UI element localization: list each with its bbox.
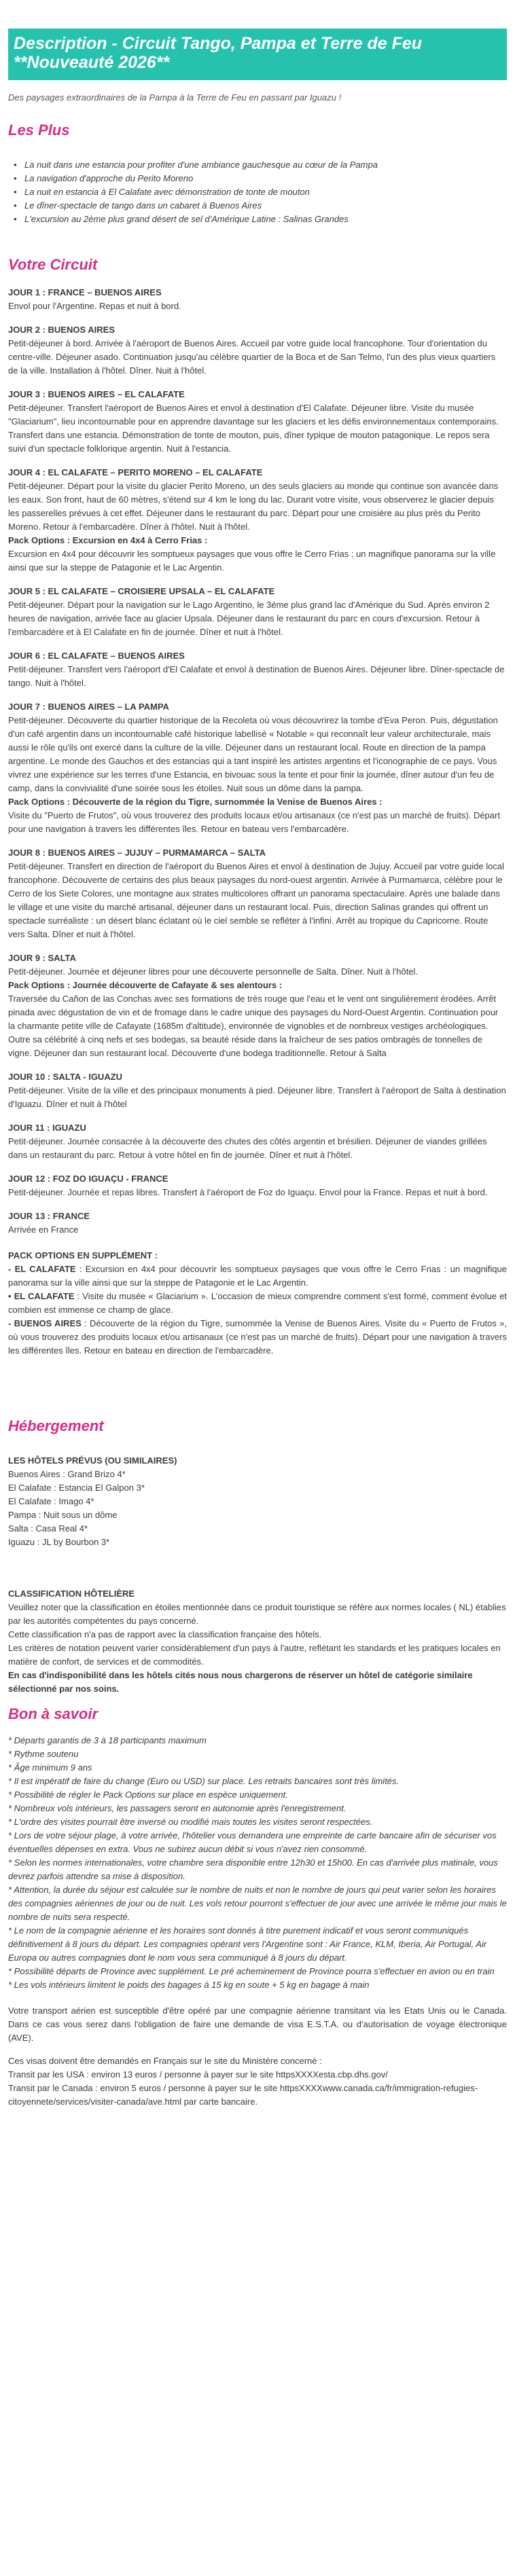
hebergement-heading: Hébergement bbox=[8, 1417, 104, 1434]
day-7 bbox=[8, 700, 507, 836]
savoir-item: * Rythme soutenu bbox=[8, 1749, 79, 1759]
pack-supplement-label: • EL CALAFATE bbox=[8, 1291, 75, 1301]
savoir-item: * Départs garantis de 3 à 18 participants maximum bbox=[8, 1735, 207, 1745]
classification-block bbox=[8, 1587, 507, 1696]
classification-line: Cette classification n'a pas de rapport avec la classification française des hôtels. bbox=[8, 1629, 322, 1639]
day-text: Envol pour l'Argentine. Repas et nuit à bord. bbox=[8, 301, 181, 311]
day-12 bbox=[8, 1172, 507, 1199]
pack-options-text: Traversée du Cañon de las Conchas avec ses formations de très rouge que l'eau et le vent ont singulièrement érodées. Arrêt pinada avec dégustation de vin et de fromage dans le cadre unique des paysages du Nord-Ouest Argentin. Continuation pour la charmante petite ville de Cafayate (1685m d'altitude), environnée de vignobles et de nombreux vestiges archéologiques. Outre sa célébrité à cinq nefs et ses bodegas, sa beauté réside dans la fraîcheur de ses patios ombragés de tonnelles de vigne. Déjeuner dan sun restaurant local. Découverte d'une bodega traditionnelle. Retour à Salta bbox=[8, 994, 499, 1058]
day-title: JOUR 12 : FOZ DO IGUAÇU - FRANCE bbox=[8, 1174, 168, 1184]
pack-supplement-label: - BUENOS AIRES bbox=[8, 1318, 82, 1328]
day-6 bbox=[8, 649, 507, 690]
pack-supplement-label: - EL CALAFATE bbox=[8, 1264, 76, 1274]
plus-item: • La nuit dans une estancia pour profiter d'une ambiance gauchesque au cœur de la Pampa bbox=[24, 158, 507, 172]
savoir-item: * L'ordre des visites pourrait être inversé ou modifié mais toutes les visites seront respectées. bbox=[8, 1817, 373, 1827]
plus-item: • La nuit en estancia à El Calafate avec démonstration de tonte de mouton bbox=[24, 185, 507, 199]
circuit-heading: Votre Circuit bbox=[8, 256, 98, 273]
hotel-item: Pampa : Nuit sous un dôme bbox=[8, 1510, 118, 1520]
plus-list bbox=[8, 158, 507, 226]
day-11 bbox=[8, 1121, 507, 1162]
visa-line: Transit par les USA : environ 13 euros / personne à payer sur le site httpsXXXXesta.cbp.dhs.gov/ bbox=[8, 2069, 388, 2080]
savoir-item: * Il est impératif de faire du change (Euro ou USD) sur place. Les retraits bancaires sont très limités. bbox=[8, 1776, 399, 1786]
day-title: JOUR 5 : EL CALAFATE – CROISIERE UPSALA – EL CALAFATE bbox=[8, 586, 275, 596]
day-title: JOUR 8 : BUENOS AIRES – JUJUY – PURMAMARCA – SALTA bbox=[8, 848, 266, 858]
savoir-item: * Attention, la durée du séjour est calculée sur le nombre de nuits et non le nombre de jours qui peut varier selon les horaires des compagnies aériennes de jour ou de nuit. Les vols retour pourront s'effectuer de jour avec une arrivée le même jour mais le nombre de nuits sera respecté. bbox=[8, 1885, 507, 1922]
day-text: Petit-déjeuner. Transfert l'aéroport de Buenos Aires et envol à destination d'El Calafate. Déjeuner libre. Visite du musée "Glaciarium", lieu incontournable pour en apprendre davantage sur les glaciers et les défis environnementaux contemporains. Transfert dans une estancia. Démonstration de tonte de mouton, puis, dîner typique de mouton patagonique. Le repos sera suivi d'un spectacle folklorique argentin. Nuit à l'estancia. bbox=[8, 403, 499, 454]
page-title: Description - Circuit Tango, Pampa et Terre de Feu **Nouveauté 2026** bbox=[14, 34, 423, 72]
pack-supplement-text: : Découverte de la région du Tigre, surnommée la Venise de Buenos Aires. Visite du « Puerto de Frutos », où vous trouverez des produits locaux et/ou artisanaux (ce n'est pas un marché de fruits). Départ pour une navigation à travers les différentes îles. Retour en bateau en direction de l'embarcadère. bbox=[8, 1318, 508, 1356]
pack-options-text: Visite du "Puerto de Frutos", où vous trouverez des produits locaux et/ou artisanaux (ce n'est pas un marché de fruits). Départ pour une navigation à travers les différentes îles. Retour en bateau vers l'embarcadère. bbox=[8, 810, 500, 834]
classification-title: CLASSIFICATION HÔTELIÈRE bbox=[8, 1589, 135, 1599]
pack-supplement-title: PACK OPTIONS EN SUPPLÉMENT : bbox=[8, 1250, 158, 1260]
bon-a-savoir-list bbox=[8, 1734, 507, 1992]
hotels-block bbox=[8, 1454, 507, 1549]
hotel-item: El Calafate : Imago 4* bbox=[8, 1496, 94, 1506]
day-text: Petit-déjeuner. Transfert en direction de l'aéroport du Buenos Aires et envol à destination de Jujuy. Accueil par votre guide local francophone. Découverte de certains des plus beaux paysages du nord-ouest argentin. Arrivée à Purmamarca, célèbre pour le Cerro de los Siete Colores, une montagne aux strates multicolores offrant un panorama spectaculaire. Après une balade dans le village et une visite du marché artisanal, déjeuner dans un restaurant local. Puis, direction Salinas grandes qui offrent un spectacle surréaliste : un désert blanc éclatant où le ciel semble se refléter à l'infini. Arrêt au tropique du Capricorne. Route vers Salta. Dîner et nuit à l'hôtel. bbox=[8, 861, 504, 939]
hotel-item: Buenos Aires : Grand Brizo 4* bbox=[8, 1469, 126, 1479]
pack-supplement-item bbox=[8, 1263, 507, 1290]
pack-supplement-text: : Visite du musée « Glaciarium ». L'occasion de mieux comprendre comment s'est formé, comment évolue et combien est immense ce champ de glace. bbox=[8, 1291, 507, 1315]
day-3 bbox=[8, 388, 507, 456]
day-13 bbox=[8, 1210, 507, 1237]
pack-options-title: Pack Options : Excursion en 4x4 à Cerro Frias : bbox=[8, 535, 208, 545]
bon-a-savoir-heading: Bon à savoir bbox=[8, 1705, 99, 1722]
day-text: Petit-déjeuner. Découverte du quartier historique de la Recoleta où vous découvrirez la tombe d'Eva Peron. Puis, dégustation d'un café argentin dans un incontournable café historique labellisé « Notable » qui reconnaît leur valeur architecturale, mais aussi le rôle qu'ils ont exercé dans la culture de la ville. Déjeuner dans un restaurant local. Route en direction de la pampa argentine. Le monde des Gauchos et des estancias qui a tant inspiré les artistes argentins et l'iconographie de ce pays. Vous vivrez une expérience sur les terres d'une Estancia, en bivouac sous la tente et pour finir la journée, dîner autour d'un feu de camp, dans la convivialité d'une soirée sous les étoiles. Nuit sous un dôme dans la pampa. bbox=[8, 715, 498, 793]
visa-line: Ces visas doivent être demandés en Français sur le site du Ministère concerné : bbox=[8, 2056, 322, 2066]
day-9 bbox=[8, 951, 507, 1060]
visa-line: Transit par le Canada : environ 5 euros / personne à payer sur le site httpsXXXXwww.canada.ca/fr/immigration-refugies-citoyennete/services/visiter-canada/ave.html par carte bancaire. bbox=[8, 2083, 478, 2107]
hotel-item: El Calafate : Estancia El Galpon 3* bbox=[8, 1483, 145, 1493]
day-title: JOUR 6 : EL CALAFATE – BUENOS AIRES bbox=[8, 651, 185, 661]
day-text: Petit-déjeuner. Départ pour la navigation sur le Lago Argentino, le 3ème plus grand lac d'Amérique du Sud. Après environ 2 heures de navigation, arrivée face au glacier Upsala. Déjeuner dans le restaurant du parc en cours d'excursion. Retour à l'embarcadère et à El Calafate en fin de journée. Dîner et nuit à l'hôtel. bbox=[8, 600, 490, 637]
day-text: Petit-déjeuner. Transfert vers l'aéroport d'El Calafate et envol à destination de Buenos Aires. Déjeuner libre. Dîner-spectacle de tango. Nuit à l'hôtel. bbox=[8, 664, 505, 688]
day-text: Petit-déjeuner. Journée et repas libres. Transfert à l'aéroport de Foz do Iguaçu. Envol pour la France. Repas et nuit à bord. bbox=[8, 1187, 488, 1197]
day-text: Petit-déjeuner. Départ pour la visite du glacier Perito Moreno, un des seuls glaciers au monde qui continue son avancée dans les eaux. Son front, haut de 60 mètres, s'étend sur 4 km le long du lac. Durant votre visite, vous observerez le glacier depuis les passerelles prévues à cet effet. Déjeuner dans le restaurant du parc. Départ pour une croisière au plus près du Perito Moreno. Retour à l'embarcadère. Dîner à l'hôtel. Nuit à l'hôtel. bbox=[8, 481, 499, 532]
plus-item: • La navigation d'approche du Perito Moreno bbox=[24, 172, 507, 185]
day-title: JOUR 4 : EL CALAFATE – PERITO MORENO – EL CALAFATE bbox=[8, 467, 263, 477]
savoir-item: * Lors de votre séjour plage, à votre arrivée, l'hôtelier vous demandera une empreinte de carte bancaire afin de sécuriser vos éventuelles dépenses en extra. Vous ne subirez aucun débit si vous n'avez rien consommé. bbox=[8, 1830, 497, 1854]
day-1 bbox=[8, 286, 507, 313]
classification-line: Les critères de notation peuvent varier considérablement d'un pays à l'autre, reflétant les standards et les pratiques locales en matière de confort, de services et de commodités. bbox=[8, 1643, 501, 1667]
intro-text: Des paysages extraordinaires de la Pampa à la Terre de Feu en passant par Iguazu ! bbox=[8, 92, 342, 103]
day-title: JOUR 13 : FRANCE bbox=[8, 1211, 90, 1221]
pack-supplement-item bbox=[8, 1290, 507, 1317]
savoir-item: * Les vols intérieurs limitent le poids des bagages à 15 kg en soute + 5 kg en bagage à main bbox=[8, 1980, 370, 1990]
day-10 bbox=[8, 1070, 507, 1111]
pack-options-title: Pack Options : Découverte de la région du Tigre, surnommée la Venise de Buenos Aires : bbox=[8, 797, 383, 807]
savoir-item: * Possibilité de régler le Pack Options sur place en espèce uniquement. bbox=[8, 1790, 288, 1800]
pack-supplement-item bbox=[8, 1317, 507, 1358]
plus-item: • L'excursion au 2ème plus grand désert de sel d'Amérique Latine : Salinas Grandes bbox=[24, 213, 507, 226]
day-text: Petit-déjeuner à bord. Arrivée à l'aéroport de Buenos Aires. Accueil par votre guide local francophone. Tour d'orientation du centre-ville. Déjeuner asado. Continuation jusqu'au célèbre quartier de la Boca et de San Telmo, l'un des plus vieux quartiers de la ville. Installation à l'hôtel. Dîner. Nuit à l'hôtel. bbox=[8, 338, 496, 376]
day-text: Arrivée en France bbox=[8, 1224, 79, 1235]
pack-options-title: Pack Options : Journée découverte de Cafayate & ses alentours : bbox=[8, 980, 283, 990]
pack-supplement bbox=[8, 1249, 507, 1358]
day-text: Petit-déjeuner. Journée et déjeuner libres pour une découverte personnelle de Salta. Dîner. Nuit à l'hôtel. bbox=[8, 966, 419, 977]
savoir-item: * Possibilité départs de Province avec supplément. Le pré acheminement de Province pourra s'effectuer en avion ou en train bbox=[8, 1966, 495, 1976]
day-title: JOUR 1 : FRANCE – BUENOS AIRES bbox=[8, 287, 162, 297]
hotels-title: LES HÔTELS PRÉVUS (OU SIMILAIRES) bbox=[8, 1455, 177, 1466]
pack-supplement-text: : Excursion en 4x4 pour découvrir les somptueux paysages que vous offre le Cerro Frias : un magnifique panorama sur la ville ainsi que sur la steppe de Patagonie et le Lac Argentin. bbox=[8, 1264, 507, 1288]
day-5 bbox=[8, 585, 507, 639]
classification-line: Veuillez noter que la classification en étoiles mentionnée dans ce produit touristique se réfère aux normes locales ( NL) établies par les autorités compétentes du pays concerné. bbox=[8, 1602, 506, 1626]
plus-heading: Les Plus bbox=[8, 122, 70, 139]
day-title: JOUR 2 : BUENOS AIRES bbox=[8, 325, 115, 335]
savoir-item: * Âge minimum 9 ans bbox=[8, 1762, 92, 1773]
day-title: JOUR 7 : BUENOS AIRES – LA PAMPA bbox=[8, 702, 169, 712]
visa-block bbox=[8, 2054, 507, 2109]
transport-notice: Votre transport aérien est susceptible d'être opéré par une compagnie aérienne transitant via les Etats Unis ou le Canada. Dans ce cas vous serez dans l'obligation de faire une demande de visa E.S.T.A. ou d'autorisation de voyage électronique (AVE). bbox=[8, 2006, 507, 2043]
pack-options-text: Excursion en 4x4 pour découvrir les somptueux paysages que vous offre le Cerro Frias : un magnifique panorama sur la ville ainsi que sur la steppe de Patagonie et le Lac Argentin. bbox=[8, 549, 496, 573]
page bbox=[0, 29, 515, 2109]
day-2 bbox=[8, 323, 507, 378]
day-title: JOUR 3 : BUENOS AIRES – EL CALAFATE bbox=[8, 389, 185, 399]
savoir-item: * Le nom de la compagnie aérienne et les horaires sont donnés à titre purement indicatif et vous seront communiqués définitivement à 8 jours du départ. Les compagnies opérant vers l'Argentine sont : Air France, KLM, Iberia, Air Portugal, Air Europa ou autres compagnies dont le nom vous sera communiqué à 8 jours du départ. bbox=[8, 1925, 487, 1963]
classification-note: En cas d'indisponibilité dans les hôtels cités nous nous chargerons de réserver un hôtel de catégorie similaire sélectionné par nos soins. bbox=[8, 1670, 473, 1694]
savoir-item: * Selon les normes internationales, votre chambre sera disponible entre 12h30 et 15h00. En cas d'arrivée plus matinale, vous devrez parfois attendre sa mise à disposition. bbox=[8, 1857, 498, 1881]
hotel-item: Salta : Casa Real 4* bbox=[8, 1523, 88, 1534]
day-text: Petit-déjeuner. Visite de la ville et des principaux monuments à pied. Déjeuner libre. Transfert à l'aéroport de Salta à destination d'Iguazu. Dîner et nuit à l'hôtel bbox=[8, 1085, 506, 1109]
day-text: Petit-déjeuner. Journée consacrée à la découverte des chutes des côtés argentin et brésilien. Déjeuner de viandes grillées dans un restaurant du parc. Retour à votre hôtel en fin de journée. Dîner et nuit à l'hôtel. bbox=[8, 1136, 487, 1160]
page-title-banner bbox=[8, 29, 507, 80]
plus-item: • Le dîner-spectacle de tango dans un cabaret à Buenos Aires bbox=[24, 199, 507, 213]
day-title: JOUR 11 : IGUAZU bbox=[8, 1123, 86, 1133]
savoir-item: * Nombreux vols intérieurs, les passagers seront en autonomie après l'enregistrement. bbox=[8, 1803, 347, 1813]
day-4 bbox=[8, 466, 507, 575]
hotel-item: Iguazu : JL by Bourbon 3* bbox=[8, 1537, 110, 1547]
day-title: JOUR 10 : SALTA - IGUAZU bbox=[8, 1072, 123, 1082]
itinerary bbox=[8, 286, 507, 1237]
day-title: JOUR 9 : SALTA bbox=[8, 953, 76, 963]
day-8 bbox=[8, 846, 507, 941]
